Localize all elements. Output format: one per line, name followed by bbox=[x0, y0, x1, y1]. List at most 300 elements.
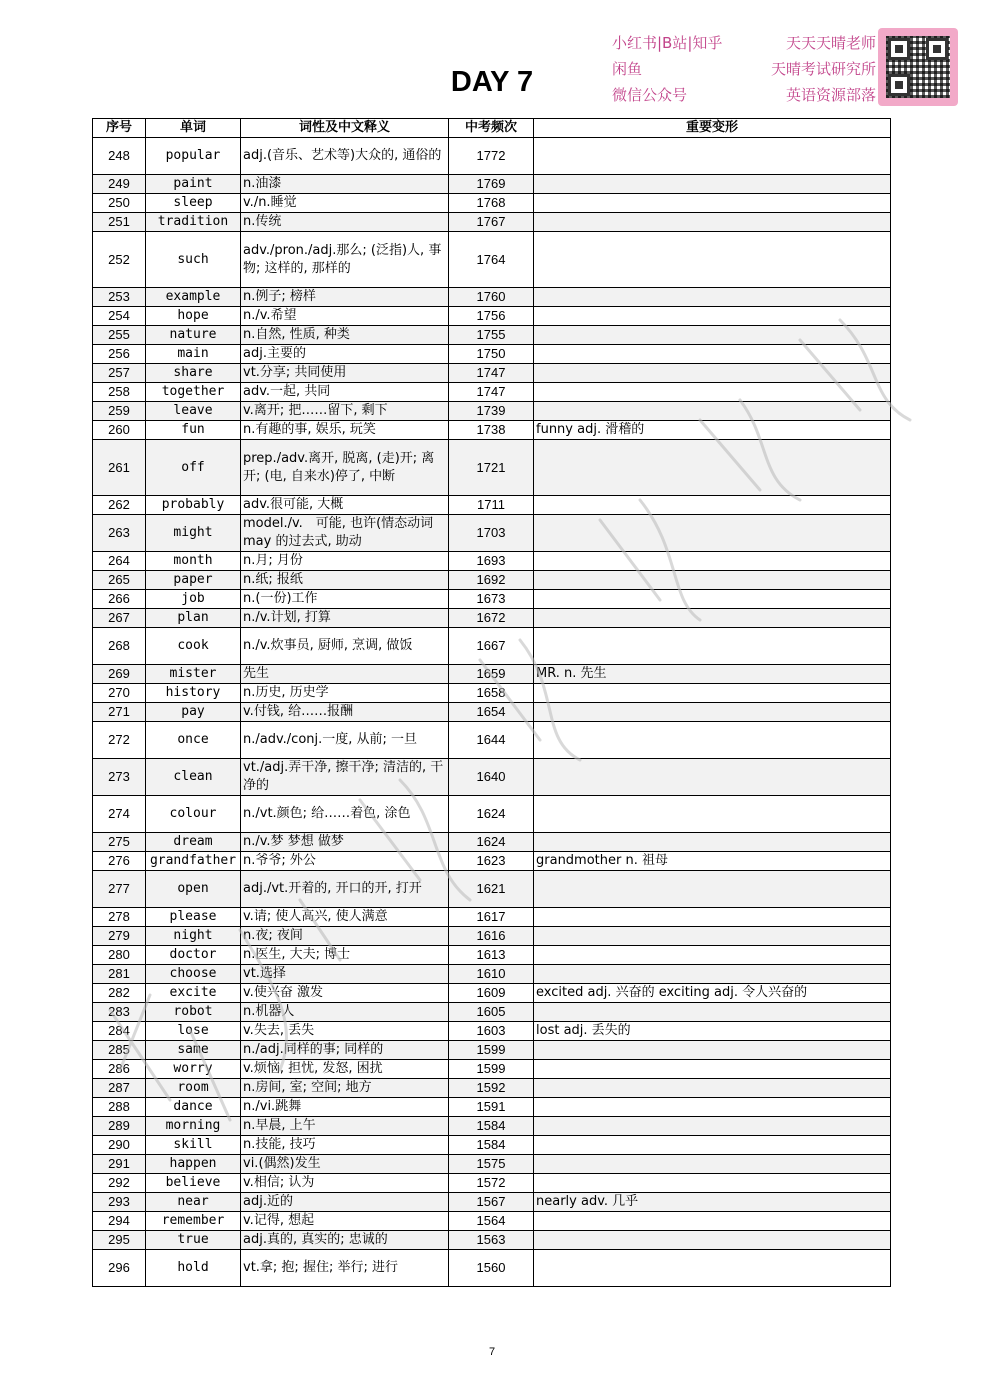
cell-num: 266 bbox=[93, 590, 146, 609]
cell-word: believe bbox=[146, 1174, 241, 1193]
table-row bbox=[93, 571, 891, 590]
brand-row-3 bbox=[612, 82, 876, 108]
table-row bbox=[93, 1155, 891, 1174]
table-row bbox=[93, 665, 891, 684]
cell-num: 258 bbox=[93, 383, 146, 402]
cell-forms bbox=[534, 383, 891, 402]
table-row bbox=[93, 1231, 891, 1250]
cell-freq: 1767 bbox=[449, 213, 534, 232]
cell-meaning: v./n.睡觉 bbox=[241, 194, 449, 213]
cell-word: happen bbox=[146, 1155, 241, 1174]
cell-num: 293 bbox=[93, 1193, 146, 1212]
cell-freq: 1721 bbox=[449, 440, 534, 496]
table-row bbox=[93, 984, 891, 1003]
cell-num: 277 bbox=[93, 871, 146, 908]
cell-freq: 1560 bbox=[449, 1250, 534, 1287]
cell-meaning: v.付钱, 给……报酬 bbox=[241, 703, 449, 722]
cell-num: 273 bbox=[93, 759, 146, 796]
cell-meaning: adj.主要的 bbox=[241, 345, 449, 364]
cell-freq: 1603 bbox=[449, 1022, 534, 1041]
cell-meaning: vt.选择 bbox=[241, 965, 449, 984]
cell-word: room bbox=[146, 1079, 241, 1098]
table-row bbox=[93, 232, 891, 288]
cell-freq: 1584 bbox=[449, 1136, 534, 1155]
cell-num: 275 bbox=[93, 833, 146, 852]
cell-freq: 1623 bbox=[449, 852, 534, 871]
cell-num: 259 bbox=[93, 402, 146, 421]
table-row bbox=[93, 288, 891, 307]
table-row bbox=[93, 1060, 891, 1079]
cell-word: might bbox=[146, 515, 241, 552]
cell-forms: nearly adv. 几乎 bbox=[534, 1193, 891, 1212]
cell-num: 263 bbox=[93, 515, 146, 552]
cell-word: nature bbox=[146, 326, 241, 345]
cell-meaning: n.例子; 榜样 bbox=[241, 288, 449, 307]
col-header-meaning: 词性及中文释义 bbox=[241, 119, 449, 138]
cell-freq: 1747 bbox=[449, 364, 534, 383]
cell-word: once bbox=[146, 722, 241, 759]
table-row bbox=[93, 194, 891, 213]
cell-forms bbox=[534, 1136, 891, 1155]
cell-word: skill bbox=[146, 1136, 241, 1155]
cell-word: fun bbox=[146, 421, 241, 440]
cell-forms bbox=[534, 609, 891, 628]
vocab-table bbox=[92, 118, 891, 1287]
cell-freq: 1599 bbox=[449, 1060, 534, 1079]
cell-word: excite bbox=[146, 984, 241, 1003]
cell-freq: 1584 bbox=[449, 1117, 534, 1136]
cell-word: hold bbox=[146, 1250, 241, 1287]
cell-forms: grandmother n. 祖母 bbox=[534, 852, 891, 871]
cell-word: near bbox=[146, 1193, 241, 1212]
cell-forms bbox=[534, 628, 891, 665]
cell-forms bbox=[534, 345, 891, 364]
cell-freq: 1599 bbox=[449, 1041, 534, 1060]
cell-meaning: n.技能, 技巧 bbox=[241, 1136, 449, 1155]
qr-code-icon bbox=[878, 28, 958, 106]
cell-freq: 1673 bbox=[449, 590, 534, 609]
cell-num: 255 bbox=[93, 326, 146, 345]
cell-word: open bbox=[146, 871, 241, 908]
table-row bbox=[93, 1193, 891, 1212]
cell-meaning: v.记得, 想起 bbox=[241, 1212, 449, 1231]
cell-num: 260 bbox=[93, 421, 146, 440]
cell-forms bbox=[534, 927, 891, 946]
cell-forms: excited adj. 兴奋的 exciting adj. 令人兴奋的 bbox=[534, 984, 891, 1003]
cell-num: 253 bbox=[93, 288, 146, 307]
cell-meaning: n.早晨, 上午 bbox=[241, 1117, 449, 1136]
col-header-num: 序号 bbox=[93, 119, 146, 138]
cell-meaning: v.请; 使人高兴, 使人满意 bbox=[241, 908, 449, 927]
cell-num: 272 bbox=[93, 722, 146, 759]
table-body bbox=[93, 138, 891, 1287]
cell-meaning: n./v.计划, 打算 bbox=[241, 609, 449, 628]
cell-forms bbox=[534, 759, 891, 796]
cell-num: 249 bbox=[93, 175, 146, 194]
table-row bbox=[93, 213, 891, 232]
cell-forms bbox=[534, 1212, 891, 1231]
cell-freq: 1572 bbox=[449, 1174, 534, 1193]
cell-forms: lost adj. 丢失的 bbox=[534, 1022, 891, 1041]
cell-num: 294 bbox=[93, 1212, 146, 1231]
table-row bbox=[93, 402, 891, 421]
cell-num: 281 bbox=[93, 965, 146, 984]
cell-forms bbox=[534, 552, 891, 571]
table-row bbox=[93, 1136, 891, 1155]
cell-meaning: n.医生, 大夫; 博士 bbox=[241, 946, 449, 965]
cell-meaning: prep./adv.离开, 脱离, (走)开; 离开; (电, 自来水)停了, 中断 bbox=[241, 440, 449, 496]
cell-word: dance bbox=[146, 1098, 241, 1117]
cell-num: 276 bbox=[93, 852, 146, 871]
cell-freq: 1616 bbox=[449, 927, 534, 946]
cell-freq: 1760 bbox=[449, 288, 534, 307]
cell-forms bbox=[534, 871, 891, 908]
cell-num: 274 bbox=[93, 796, 146, 833]
cell-meaning: adj.近的 bbox=[241, 1193, 449, 1212]
cell-forms bbox=[534, 908, 891, 927]
cell-meaning: n.房间, 室; 空间; 地方 bbox=[241, 1079, 449, 1098]
cell-word: history bbox=[146, 684, 241, 703]
brand-line: 天晴考试研究所 bbox=[770, 60, 876, 78]
cell-meaning: v.相信; 认为 bbox=[241, 1174, 449, 1193]
cell-forms bbox=[534, 194, 891, 213]
cell-forms bbox=[534, 175, 891, 194]
cell-word: paint bbox=[146, 175, 241, 194]
cell-word: month bbox=[146, 552, 241, 571]
table-row bbox=[93, 1003, 891, 1022]
brand-line: 微信公众号 bbox=[612, 86, 688, 104]
cell-num: 261 bbox=[93, 440, 146, 496]
cell-meaning: n.纸; 报纸 bbox=[241, 571, 449, 590]
cell-meaning: vi.(偶然)发生 bbox=[241, 1155, 449, 1174]
cell-forms bbox=[534, 796, 891, 833]
cell-freq: 1658 bbox=[449, 684, 534, 703]
table-row bbox=[93, 1079, 891, 1098]
cell-meaning: n./v.希望 bbox=[241, 307, 449, 326]
qr-corner bbox=[926, 38, 948, 60]
cell-meaning: adv./pron./adj.那么; (泛指)人, 事物; 这样的, 那样的 bbox=[241, 232, 449, 288]
cell-freq: 1591 bbox=[449, 1098, 534, 1117]
cell-num: 291 bbox=[93, 1155, 146, 1174]
cell-word: cook bbox=[146, 628, 241, 665]
cell-word: doctor bbox=[146, 946, 241, 965]
table-row bbox=[93, 1041, 891, 1060]
cell-word: hope bbox=[146, 307, 241, 326]
cell-meaning: n.月; 月份 bbox=[241, 552, 449, 571]
cell-num: 269 bbox=[93, 665, 146, 684]
cell-meaning: v.使兴奋 激发 bbox=[241, 984, 449, 1003]
cell-freq: 1659 bbox=[449, 665, 534, 684]
table-row bbox=[93, 1212, 891, 1231]
table-row bbox=[93, 1022, 891, 1041]
table-row bbox=[93, 684, 891, 703]
cell-freq: 1609 bbox=[449, 984, 534, 1003]
cell-forms bbox=[534, 590, 891, 609]
cell-forms bbox=[534, 965, 891, 984]
cell-num: 271 bbox=[93, 703, 146, 722]
cell-forms bbox=[534, 703, 891, 722]
cell-freq: 1703 bbox=[449, 515, 534, 552]
cell-num: 286 bbox=[93, 1060, 146, 1079]
cell-word: morning bbox=[146, 1117, 241, 1136]
table-row bbox=[93, 908, 891, 927]
cell-meaning: adj./vt.开着的, 开口的开, 打开 bbox=[241, 871, 449, 908]
cell-word: off bbox=[146, 440, 241, 496]
cell-forms bbox=[534, 288, 891, 307]
cell-freq: 1610 bbox=[449, 965, 534, 984]
cell-word: example bbox=[146, 288, 241, 307]
cell-forms bbox=[534, 684, 891, 703]
cell-forms bbox=[534, 326, 891, 345]
cell-meaning: v.失去, 丢失 bbox=[241, 1022, 449, 1041]
cell-forms bbox=[534, 1041, 891, 1060]
cell-num: 296 bbox=[93, 1250, 146, 1287]
cell-forms bbox=[534, 1155, 891, 1174]
table-row bbox=[93, 345, 891, 364]
cell-freq: 1654 bbox=[449, 703, 534, 722]
cell-forms bbox=[534, 1003, 891, 1022]
cell-forms bbox=[534, 232, 891, 288]
cell-forms bbox=[534, 946, 891, 965]
cell-freq: 1692 bbox=[449, 571, 534, 590]
table-row bbox=[93, 1117, 891, 1136]
cell-num: 264 bbox=[93, 552, 146, 571]
table-row bbox=[93, 364, 891, 383]
cell-freq: 1592 bbox=[449, 1079, 534, 1098]
cell-forms: MR. n. 先生 bbox=[534, 665, 891, 684]
cell-word: choose bbox=[146, 965, 241, 984]
cell-word: probably bbox=[146, 496, 241, 515]
cell-word: such bbox=[146, 232, 241, 288]
cell-num: 268 bbox=[93, 628, 146, 665]
cell-freq: 1644 bbox=[449, 722, 534, 759]
cell-num: 252 bbox=[93, 232, 146, 288]
cell-forms bbox=[534, 307, 891, 326]
cell-forms bbox=[534, 213, 891, 232]
table-row bbox=[93, 927, 891, 946]
cell-num: 287 bbox=[93, 1079, 146, 1098]
cell-num: 289 bbox=[93, 1117, 146, 1136]
brand-row-2 bbox=[612, 56, 876, 82]
cell-word: same bbox=[146, 1041, 241, 1060]
brand-line: 小红书|B站|知乎 bbox=[612, 34, 723, 52]
cell-meaning: n./v.梦 梦想 做梦 bbox=[241, 833, 449, 852]
cell-freq: 1772 bbox=[449, 138, 534, 175]
cell-num: 270 bbox=[93, 684, 146, 703]
cell-meaning: n.爷爷; 外公 bbox=[241, 852, 449, 871]
cell-num: 295 bbox=[93, 1231, 146, 1250]
page-number: 7 bbox=[488, 1346, 496, 1358]
cell-meaning: vt.拿; 抱; 握住; 举行; 进行 bbox=[241, 1250, 449, 1287]
cell-meaning: v.烦恼, 担忧, 发怒, 困扰 bbox=[241, 1060, 449, 1079]
cell-num: 256 bbox=[93, 345, 146, 364]
table-row bbox=[93, 946, 891, 965]
table-row bbox=[93, 833, 891, 852]
table-row bbox=[93, 515, 891, 552]
table-row bbox=[93, 496, 891, 515]
cell-word: leave bbox=[146, 402, 241, 421]
cell-freq: 1613 bbox=[449, 946, 534, 965]
cell-word: paper bbox=[146, 571, 241, 590]
cell-word: night bbox=[146, 927, 241, 946]
cell-word: dream bbox=[146, 833, 241, 852]
cell-forms bbox=[534, 571, 891, 590]
cell-freq: 1563 bbox=[449, 1231, 534, 1250]
table-row bbox=[93, 1098, 891, 1117]
cell-meaning: n.(一份)工作 bbox=[241, 590, 449, 609]
table-row bbox=[93, 590, 891, 609]
cell-word: please bbox=[146, 908, 241, 927]
cell-meaning: vt./adj.弄干净, 擦干净; 清洁的, 干净的 bbox=[241, 759, 449, 796]
qr-corner bbox=[888, 74, 910, 96]
cell-forms bbox=[534, 402, 891, 421]
cell-forms bbox=[534, 364, 891, 383]
cell-word: remember bbox=[146, 1212, 241, 1231]
cell-forms bbox=[534, 515, 891, 552]
cell-freq: 1624 bbox=[449, 833, 534, 852]
brand-line: 天天天晴老师 bbox=[785, 34, 876, 52]
cell-meaning: n.自然, 性质, 种类 bbox=[241, 326, 449, 345]
table-row bbox=[93, 307, 891, 326]
cell-num: 254 bbox=[93, 307, 146, 326]
cell-word: grandfather bbox=[146, 852, 241, 871]
cell-freq: 1756 bbox=[449, 307, 534, 326]
table-row bbox=[93, 703, 891, 722]
cell-word: main bbox=[146, 345, 241, 364]
cell-meaning: n.机器人 bbox=[241, 1003, 449, 1022]
table-row bbox=[93, 1174, 891, 1193]
cell-freq: 1739 bbox=[449, 402, 534, 421]
cell-forms bbox=[534, 1117, 891, 1136]
cell-num: 290 bbox=[93, 1136, 146, 1155]
cell-num: 285 bbox=[93, 1041, 146, 1060]
cell-meaning: v.离开; 把……留下, 剩下 bbox=[241, 402, 449, 421]
cell-meaning: vt.分享; 共同使用 bbox=[241, 364, 449, 383]
table-header-row bbox=[93, 119, 891, 138]
col-header-word: 单词 bbox=[146, 119, 241, 138]
cell-forms bbox=[534, 1231, 891, 1250]
cell-meaning: n./v.炊事员, 厨师, 烹调, 做饭 bbox=[241, 628, 449, 665]
cell-freq: 1768 bbox=[449, 194, 534, 213]
cell-forms bbox=[534, 1174, 891, 1193]
table-row bbox=[93, 421, 891, 440]
cell-forms bbox=[534, 1250, 891, 1287]
cell-word: share bbox=[146, 364, 241, 383]
cell-word: lose bbox=[146, 1022, 241, 1041]
cell-word: clean bbox=[146, 759, 241, 796]
table-row bbox=[93, 175, 891, 194]
cell-forms bbox=[534, 833, 891, 852]
cell-freq: 1605 bbox=[449, 1003, 534, 1022]
cell-freq: 1769 bbox=[449, 175, 534, 194]
col-header-freq: 中考频次 bbox=[449, 119, 534, 138]
brand-block bbox=[612, 30, 876, 108]
cell-freq: 1617 bbox=[449, 908, 534, 927]
cell-freq: 1711 bbox=[449, 496, 534, 515]
cell-meaning: n.夜; 夜间 bbox=[241, 927, 449, 946]
table-row bbox=[93, 138, 891, 175]
cell-num: 278 bbox=[93, 908, 146, 927]
cell-num: 265 bbox=[93, 571, 146, 590]
table-row bbox=[93, 796, 891, 833]
table-row bbox=[93, 1250, 891, 1287]
cell-word: true bbox=[146, 1231, 241, 1250]
table-row bbox=[93, 852, 891, 871]
cell-word: robot bbox=[146, 1003, 241, 1022]
cell-num: 283 bbox=[93, 1003, 146, 1022]
cell-freq: 1750 bbox=[449, 345, 534, 364]
cell-word: job bbox=[146, 590, 241, 609]
cell-freq: 1567 bbox=[449, 1193, 534, 1212]
cell-freq: 1667 bbox=[449, 628, 534, 665]
cell-freq: 1672 bbox=[449, 609, 534, 628]
cell-freq: 1564 bbox=[449, 1212, 534, 1231]
cell-freq: 1640 bbox=[449, 759, 534, 796]
cell-num: 279 bbox=[93, 927, 146, 946]
cell-forms bbox=[534, 440, 891, 496]
cell-freq: 1738 bbox=[449, 421, 534, 440]
cell-num: 257 bbox=[93, 364, 146, 383]
cell-word: tradition bbox=[146, 213, 241, 232]
cell-freq: 1764 bbox=[449, 232, 534, 288]
cell-forms bbox=[534, 1079, 891, 1098]
cell-freq: 1747 bbox=[449, 383, 534, 402]
cell-meaning: n./vt.颜色; 给……着色, 涂色 bbox=[241, 796, 449, 833]
table-row bbox=[93, 552, 891, 571]
table-row bbox=[93, 326, 891, 345]
cell-num: 251 bbox=[93, 213, 146, 232]
cell-freq: 1575 bbox=[449, 1155, 534, 1174]
col-header-forms: 重要变形 bbox=[534, 119, 891, 138]
cell-meaning: n./adj.同样的事; 同样的 bbox=[241, 1041, 449, 1060]
cell-meaning: n.有趣的事, 娱乐, 玩笑 bbox=[241, 421, 449, 440]
table-row bbox=[93, 759, 891, 796]
table-row bbox=[93, 965, 891, 984]
cell-freq: 1693 bbox=[449, 552, 534, 571]
page-title: DAY 7 bbox=[450, 66, 534, 98]
cell-num: 267 bbox=[93, 609, 146, 628]
qr-corner bbox=[888, 38, 910, 60]
cell-forms bbox=[534, 722, 891, 759]
table-row bbox=[93, 628, 891, 665]
table-row bbox=[93, 871, 891, 908]
brand-line: 英语资源部落 bbox=[785, 86, 876, 104]
cell-meaning: n./adv./conj.一度, 从前; 一旦 bbox=[241, 722, 449, 759]
cell-meaning: model./v. 可能, 也许(情态动词 may 的过去式, 助动 bbox=[241, 515, 449, 552]
cell-freq: 1621 bbox=[449, 871, 534, 908]
cell-meaning: n./vi.跳舞 bbox=[241, 1098, 449, 1117]
cell-num: 282 bbox=[93, 984, 146, 1003]
cell-num: 280 bbox=[93, 946, 146, 965]
cell-forms bbox=[534, 138, 891, 175]
cell-word: worry bbox=[146, 1060, 241, 1079]
cell-num: 250 bbox=[93, 194, 146, 213]
cell-meaning: 先生 bbox=[241, 665, 449, 684]
brand-line: 闲鱼 bbox=[612, 60, 643, 78]
table-row bbox=[93, 440, 891, 496]
cell-meaning: n.历史, 历史学 bbox=[241, 684, 449, 703]
brand-row-1 bbox=[612, 30, 876, 56]
cell-meaning: adv.一起, 共同 bbox=[241, 383, 449, 402]
cell-meaning: n.油漆 bbox=[241, 175, 449, 194]
cell-num: 288 bbox=[93, 1098, 146, 1117]
table-row bbox=[93, 722, 891, 759]
cell-forms bbox=[534, 496, 891, 515]
table-row bbox=[93, 383, 891, 402]
cell-word: popular bbox=[146, 138, 241, 175]
cell-meaning: adj.真的, 真实的; 忠诚的 bbox=[241, 1231, 449, 1250]
cell-word: sleep bbox=[146, 194, 241, 213]
